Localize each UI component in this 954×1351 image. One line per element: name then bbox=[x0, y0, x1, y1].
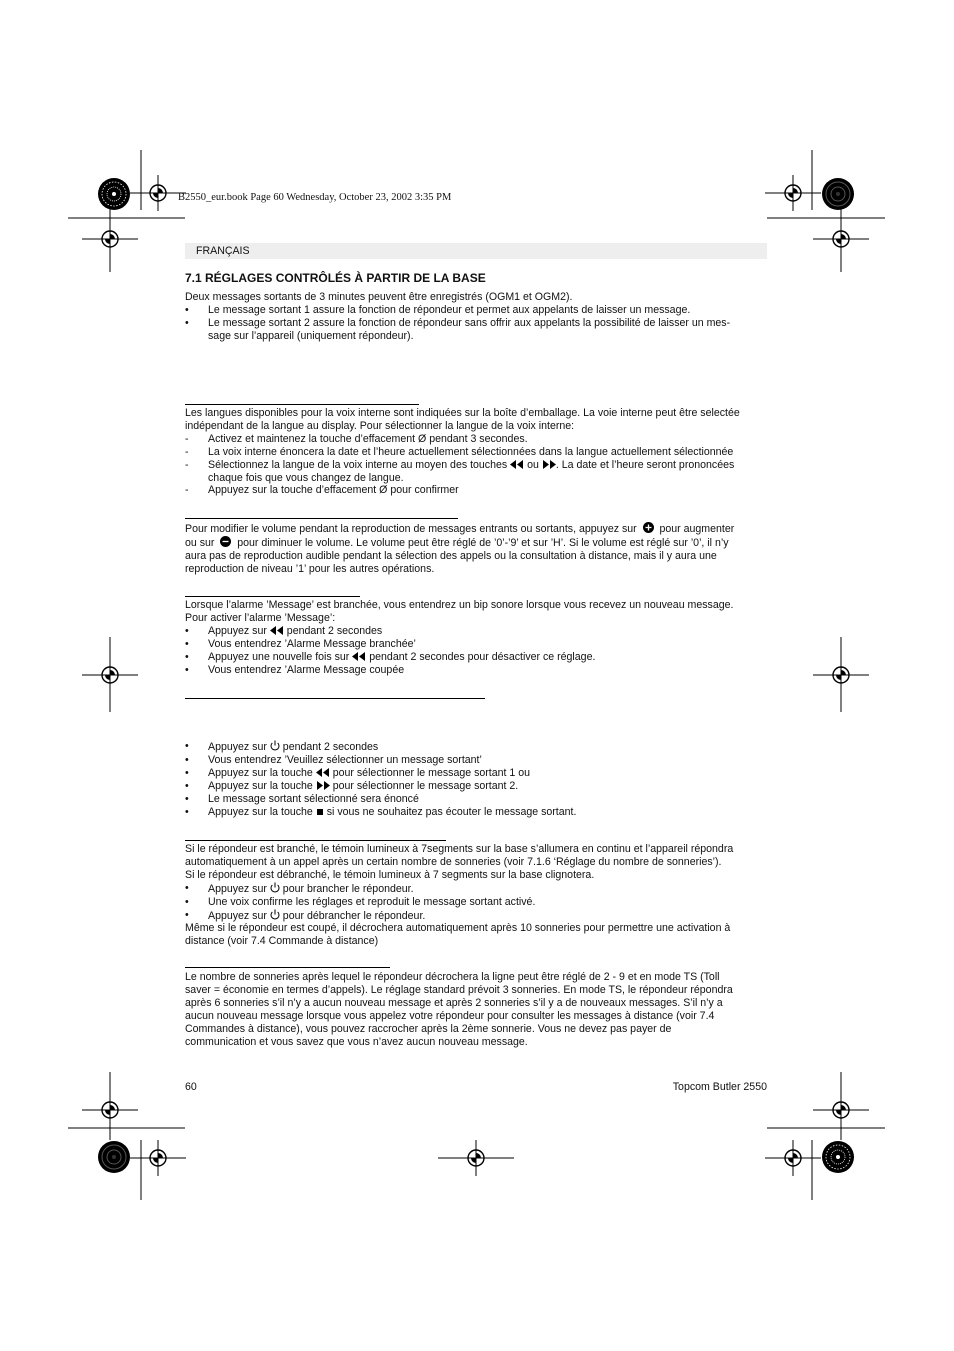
list-item-continuation: chaque fois que vous changez de langue. bbox=[208, 471, 404, 484]
rewind-icon bbox=[510, 460, 524, 469]
ring-count-block: Le nombre de sonneries après lequel le répondeur décrochera la ligne peut être réglé de 2 - 9 et en mode TS (Toll saver = économie en termes d’appels). Le réglage standard prévoit 3 sonneries. En mode TS, le répondeur répondra après 6 sonneries s’il n’y a aucun nouveau message et après 2 sonneries s’il y a de nouveaux messages. S’il n’y a aucun nouveau message lorsque vous appelez votre répondeur pour consulter les messages à distance (voir 7.4 Commandes à distance), vous pouvez raccrocher après la 2ème sonnerie. Vous ne devez pas payer de communication et vous savez que vous n’avez aucun nouveau message. bbox=[185, 971, 733, 1048]
message-alarm-block: Lorsque l’alarme ’Message’ est branchée, vous entendrez un bip sonore lorsque vous recevez un nouveau message. Pour activer l’alarme ’Message’: • Appuyez sur pendant 2 secondes • Vous entendrez ’Alarme Message branchée’ • Appuyez une nouvelle fois sur pendant 2 secondes pour désactiver ce réglage. • Vous entendrez ’Alarme Message coupée bbox=[185, 599, 767, 676]
rewind-icon bbox=[316, 768, 330, 777]
page-number: 60 bbox=[185, 1081, 197, 1093]
section-title: 7.1 RÉGLAGES CONTRÔLÉS À PARTIR DE LA BASE bbox=[185, 271, 486, 285]
answering-machine-block: Si le répondeur est branché, le témoin lumineux à 7segments sur la base s’allumera en continu et l’appareil répondra automatiquement à un appel après un certain nombre de sonneries (voir 7.1.6 ‘Réglage du nombre de sonneries’). Si le répondeur est débranché, le témoin lumineux à 7 segments sur la base clignotera. • Appuyez sur pour brancher le répondeur. • Une voix confirme les réglages et reproduit le message sortant activé. • Appuyez sur pour débrancher le répondeur. Même si le répondeur est coupé, il décrochera automatiquement après 10 sonneries pour permettre une activation à distance (voir 7.4 Commande à distance) bbox=[185, 843, 767, 948]
ogm-select-icon bbox=[270, 740, 280, 751]
list-item: - Appuyez sur la touche d’effacement Ø pour confirmer bbox=[185, 484, 459, 497]
list-item: • Appuyez sur la touche pour sélectionner le message sortant 1 ou bbox=[185, 766, 531, 779]
list-item: • Le message sortant sélectionné sera énoncé bbox=[185, 792, 419, 805]
language-band bbox=[185, 243, 767, 259]
subsection-rule bbox=[185, 840, 446, 841]
volume-up-icon bbox=[643, 522, 654, 533]
stop-icon bbox=[316, 808, 324, 816]
list-item: • Une voix confirme les réglages et reproduit le message sortant activé. bbox=[185, 895, 536, 908]
power-icon bbox=[270, 882, 280, 893]
intro-block bbox=[185, 291, 767, 343]
list-item: • Appuyez une nouvelle fois sur pendant 2 secondes pour désactiver ce réglage. bbox=[185, 650, 596, 663]
language-label: FRANÇAIS bbox=[196, 245, 250, 257]
list-item: - Activez et maintenez la touche d’effacement Ø pendant 3 secondes. bbox=[185, 432, 528, 445]
power-icon bbox=[270, 909, 280, 920]
list-item-continuation: sage sur l’appareil (uniquement répondeur). bbox=[208, 329, 414, 342]
list-item: - La voix interne énoncera la date et l’heure actuellement sélectionnées dans la langue actuellement sélectionnée bbox=[185, 445, 734, 458]
fast-forward-icon bbox=[316, 781, 330, 790]
subsection-rule bbox=[185, 967, 390, 968]
intro-lead: Deux messages sortants de 3 minutes peuvent être enregistrés (OGM1 et OGM2). bbox=[185, 291, 573, 303]
list-item: - Sélectionnez la langue de la voix interne au moyen des touches ou . La date et l’heure seront prononcées bbox=[185, 458, 735, 471]
list-item: • Vous entendrez ’Veuillez sélectionner un message sortant’ bbox=[185, 753, 482, 766]
list-item: • Appuyez sur la touche pour sélectionner le message sortant 2. bbox=[185, 779, 519, 792]
volume-block: Pour modifier le volume pendant la reproduction de messages entrants ou sortants, appuyez sur pour augmenter ou sur pour diminuer le volume. Le volume peut être réglé de ’0’-’9’ et sur ’H’. Si le volume est réglé sur ’0’, il n’y aura pas de reproduction audible pendant la sélection des appels ou la consultation à distance, mais il y aura une reproduction de niveau ’1’ pour les autres opérations. bbox=[185, 523, 735, 575]
list-item: • Le message sortant 1 assure la fonction de répondeur et permet aux appelants de laisser un message. bbox=[185, 303, 691, 316]
list-item: • Appuyez sur pour débrancher le répondeur. bbox=[185, 908, 426, 922]
subsection-rule bbox=[185, 404, 419, 405]
list-item: • Le message sortant 2 assure la fonction de répondeur sans offrir aux appelants la possibilité de laisser un mes- bbox=[185, 316, 731, 329]
subsection-rule bbox=[185, 518, 458, 519]
volume-down-icon bbox=[220, 536, 231, 547]
file-info-header: B2550_eur.book Page 60 Wednesday, October 23, 2002 3:35 PM bbox=[178, 192, 452, 203]
subsection-rule bbox=[185, 596, 360, 597]
rewind-icon bbox=[270, 626, 284, 635]
list-item: • Appuyez sur pour brancher le répondeur. bbox=[185, 881, 414, 895]
voice-language-block: Les langues disponibles pour la voix interne sont indiquées sur la boîte d’emballage. La voie interne peut être selectée indépendant de la langue au display. Pour sélectionner la langue de la voix interne: - Activez et maintenez la touche d’effacement Ø pendant 3 secondes. - La voix interne énoncera la date et l’heure actuellement sélectionnées dans la langue actuellement sélectionnée - Sélectionnez la langue de la voix interne au moyen des touches ou . La date et l’heure seront prononcées chaque fois que vous changez de langue. - Appuyez sur la touche d’effacement Ø pour confirmer bbox=[185, 407, 767, 497]
list-item: • Appuyez sur pendant 2 secondes bbox=[185, 624, 383, 637]
list-item: • Appuyez sur pendant 2 secondes bbox=[185, 740, 379, 753]
subsection-rule bbox=[185, 698, 485, 699]
list-item: • Vous entendrez ’Alarme Message branchée’ bbox=[185, 637, 416, 650]
ogm-selection-block bbox=[185, 740, 767, 818]
product-name: Topcom Butler 2550 bbox=[672, 1081, 767, 1093]
fast-forward-icon bbox=[542, 460, 556, 469]
rewind-icon bbox=[352, 652, 366, 661]
list-item: • Appuyez sur la touche si vous ne souhaitez pas écouter le message sortant. bbox=[185, 805, 577, 818]
list-item: • Vous entendrez ’Alarme Message coupée bbox=[185, 663, 405, 676]
